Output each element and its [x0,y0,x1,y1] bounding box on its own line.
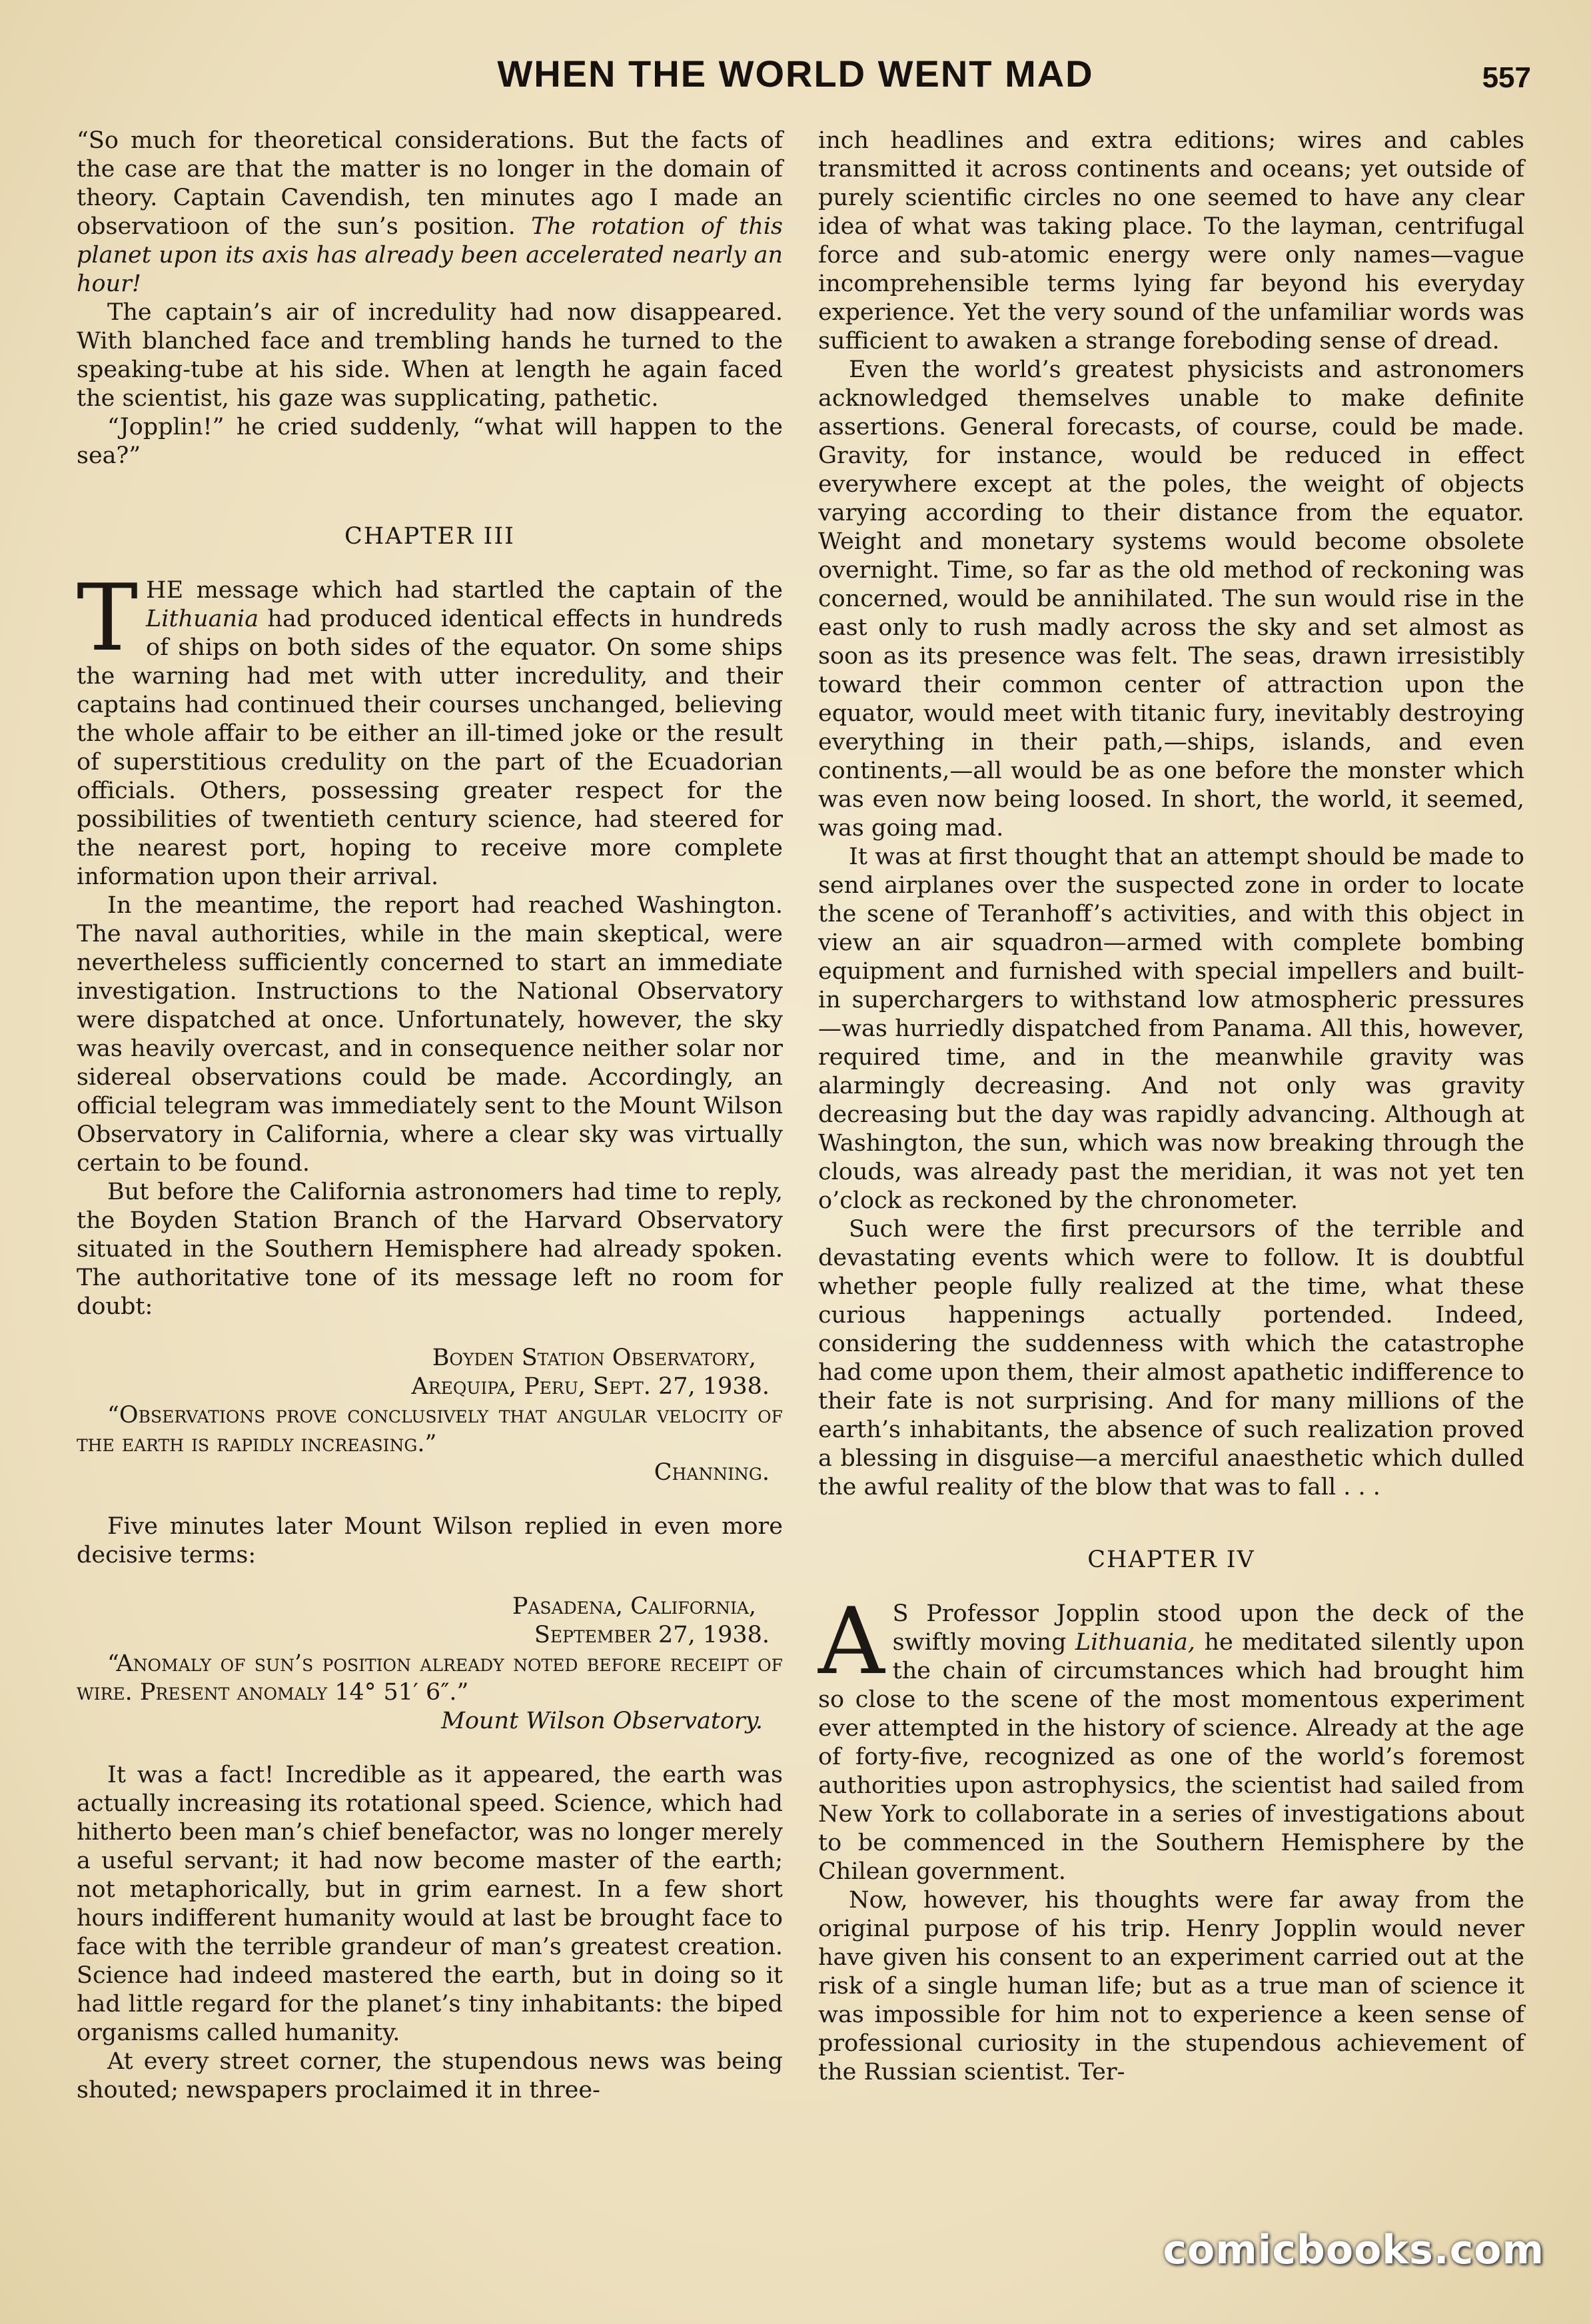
paragraph: THE message which had startled the captain of the Lithuania had produced identical effects in hundreds of ships on both sides of the equator. On some ships the warning had met with utter incredulity, and their captains had continued their courses unchanged, believing the whole affair to be either an ill-timed joke or the result of superstitious credulity on the part of the Ecuadorian officials. Others, possessing greater respect for the possibilities of twentieth century science, had steered for the nearest port, hoping to receive more complete information upon their arrival. [77,564,783,890]
drop-cap: A [818,1588,885,1695]
paragraph: At every street corner, the stupendous news was being shouted; newspapers proclaimed it in three- [77,2048,783,2103]
telegram-origin: Boyden Station Observatory, [432,1345,756,1371]
paragraph: The captain’s air of incredulity had now disappeared. With blanched face and trembling hands he turned to the speaking-tube at his side. When at length he again faced the scientist, his gaze was supplicating, pathetic. [77,299,783,412]
left-column [77,127,783,2105]
paragraph: Such were the first precursors of the terrible and devastating events which were to follow. It is doubtful whether people fully realized at the time, what these curious happenings actually portended. Indeed, considering the suddenness with which the catastrophe had come upon them, their almost apathetic indifference to their fate is not surprising. And for many millions of the earth’s inhabitants, the absence of such realization proved a blessing in disguise—a merciful anaesthetic which dulled the awful reality of the blow that was to fall . . . [818,1216,1524,1500]
paragraph: “Jopplin!” he cried suddenly, “what will happen to the sea?” [77,414,783,469]
paragraph: Now, however, his thoughts were far away from the original purpose of his trip. Henry Jopplin would never have given his consent to an experiment carried out at the risk of a single human life; but as a true man of science it was impossible for him not to experience a keen sense of professional curiosity in the stupendous achievement of the Russian scientist. Ter- [818,1887,1524,2085]
paragraph: Five minutes later Mount Wilson replied in even more decisive terms: [77,1513,783,1568]
paragraph: “So much for theoretical considerations. But the facts of the case are that the matter is no longer in the domain of theory. Captain Cavendish, ten minutes ago I made an observatioon of the sun’s position. The rotation of this planet upon its axis has already been accelerated nearly an hour! [77,127,783,297]
telegram-signature: Mount Wilson Observatory. [441,1708,763,1734]
telegram-date: September 27, 1938. [534,1622,770,1648]
telegram-origin: Pasadena, California, [512,1593,756,1620]
paragraph: inch headlines and extra editions; wires and cables transmitted it across continents and oceans; yet outside of purely scientific circles no one seemed to have any clear idea of what was taking place. To the layman, centrifugal force and sub-atomic energy were only names—vague incomprehensible terms lying far beyond his everyday experience. Yet the very sound of the unfamiliar words was sufficient to awaken a strange foreboding sense of dread. [818,127,1524,354]
drop-cap: T [77,564,139,672]
paragraph: It was a fact! Incredible as it appeared, the earth was actually increasing its rotational speed. Science, which had hitherto been man’s chief benefactor, was no longer merely a useful servant; it had now become master of the earth; not metaphorically, but in grim earnest. In a few short hours indifferent humanity would at last be brought face to face with the terrible grandeur of man’s greatest creation. Science had indeed mastered the earth, but in doing so it had little regard for the planet’s tiny inhabitants: the biped organisms called humanity. [77,1762,783,2046]
paragraph: In the meantime, the report had reached Washington. The naval authorities, while in the main skeptical, were nevertheless sufficiently concerned to start an immediate investigation. Instructions to the National Observatory were dispatched at once. Unfortunately, however, the sky was heavily overcast, and in consequence neither solar nor sidereal observations could be made. Accordingly, an official telegram was immediately sent to the Mount Wilson Observatory in California, where a clear sky was virtually certain to be found. [77,892,783,1177]
telegram-body: “Observations prove conclusively that angular velocity of the earth is rapidly increasing.” [77,1402,783,1457]
telegram-date: Arequipa, Peru, Sept. 27, 1938. [411,1373,770,1400]
paragraph: A S Professor Jopplin stood upon the deck of the swiftly moving Lithuania, he meditated silently upon the chain of circumstances which had brought him so close to the scene of the most momentous experiment ever attempted in the history of science. Already at the age of forty-five, recognized as one of the world’s foremost authorities upon astrophysics, the scientist had sailed from New York to collaborate in a series of investigations about to be commenced in the Southern Hemisphere by the Chilean government. [818,1588,1524,1885]
telegram-signature: Channing. [654,1459,770,1486]
chapter-heading: CHAPTER IV [1087,1546,1255,1573]
paragraph: Even the world’s greatest physicists and astronomers acknowledged themselves unable to make definite assertions. General forecasts, of course, could be made. Gravity, for instance, would be reduced in effect everywhere except at the poles, the weight of objects varying according to their distance from the equator. Weight and monetary systems would become obsolete overnight. Time, so far as the old method of reckoning was concerned, would be annihilated. The sun would rise in the east only to rush madly across the sky and set almost as soon as its presence was felt. The seas, drawn irresistibly toward their common center of attraction upon the equator, would meet with titanic fury, inevitably destroying everything in their path,—ships, islands, and even continents,—all would be as one before the monster which was even now being loosed. In short, the world, it seemed, was going mad. [818,356,1524,842]
page-number: 557 [1482,61,1531,94]
paragraph: It was at first thought that an attempt should be made to send airplanes over the suspected zone in order to locate the scene of Teranhoff’s activities, and with this object in view an air squadron—armed with complete bombing equipment and furnished with special impellers and built-in superchargers to withstand low atmospheric pressures—was hurriedly dispatched from Panama. All this, however, required time, and in the meanwhile gravity was alarmingly decreasing. And not only was gravity decreasing but the day was rapidly advancing. Although at Washington, the sun, which was now breaking through the clouds, was already past the meridian, it was not yet ten o’clock as reckoned by the chronometer. [818,844,1524,1214]
telegram-body: “Anomaly of sun’s position already noted before receipt of wire. Present anomaly 14° 51′ 6″.” [77,1650,783,1706]
paragraph: But before the California astronomers had time to reply, the Boyden Station Branch of the Harvard Observatory situated in the Southern Hemisphere had already spoken. The authoritative tone of its message left no room for doubt: [77,1179,783,1320]
telegram-pasadena [77,1592,783,1736]
telegram-boyden [77,1344,783,1487]
site-watermark: comicbooks.com [1163,2227,1544,2273]
running-header: WHEN THE WORLD WENT MAD [497,53,1094,95]
right-column [818,127,1524,2087]
chapter-heading: CHAPTER III [344,523,515,550]
